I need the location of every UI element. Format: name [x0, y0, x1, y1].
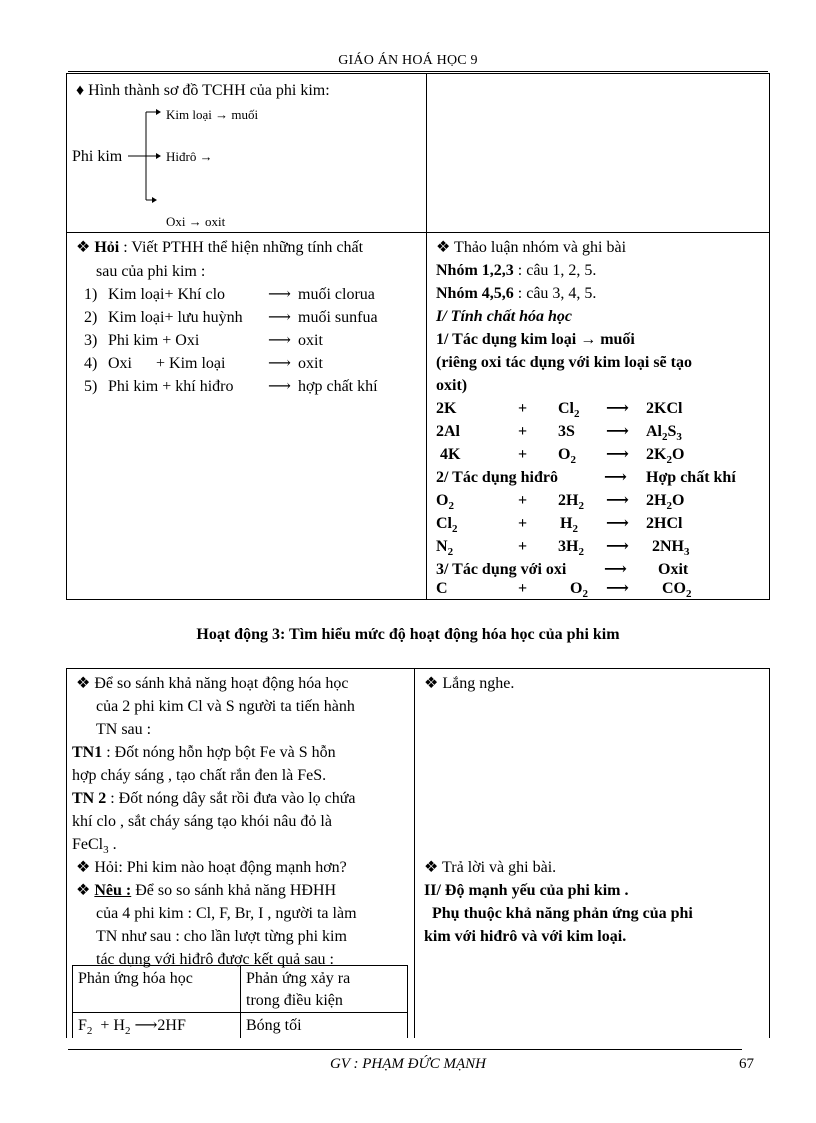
note-text-3: TN như sau : cho lần lượt từng phi kim	[96, 928, 347, 945]
arrow-icon: ⟶	[134, 1017, 158, 1034]
table-1-divider	[426, 73, 427, 600]
item-product: oxit	[298, 332, 323, 349]
tn2-text: : Đốt nóng dây sắt rồi đưa vào lọ chứa	[106, 790, 356, 807]
arrow-icon: ⟶	[268, 378, 291, 395]
tn2-text-3	[72, 834, 117, 856]
list-item	[84, 353, 323, 376]
fluorine-formula: $F_2$	[78, 1017, 93, 1037]
note-text-2: của 4 phi kim : Cl, F, Br, I , người ta làm	[96, 905, 357, 922]
sub-1-note-2: oxit)	[436, 377, 468, 394]
inner-row-condition: Bóng tối	[246, 1017, 302, 1034]
tn2-label: TN 2	[72, 790, 107, 807]
section-2-text-1: Phụ thuộc khả năng phản ứng của phi	[424, 905, 693, 922]
arrow-icon: ⟶	[268, 332, 291, 349]
equation-row: C + $O_2$ ⟶ $CO_2$	[436, 580, 692, 599]
intro-line-3: TN sau :	[96, 721, 152, 738]
reaction-list	[84, 284, 378, 399]
list-item	[84, 307, 378, 330]
inner-table-divider	[240, 965, 241, 1038]
item-number: 4)	[84, 355, 98, 372]
group-1-label: Nhóm 1,2,3	[436, 262, 514, 279]
arrow-icon: ⟶	[268, 309, 291, 326]
sub-1-note: (riêng oxi tác dụng với kim loại sẽ tạo	[436, 354, 692, 371]
note-line	[76, 880, 336, 902]
sub-1-title: 1/ Tác dụng kim loại → muối	[436, 331, 635, 348]
table-1-right-rule	[426, 232, 770, 233]
item-reactants: Kim loại+ Khí clo	[108, 286, 226, 303]
sub-3-title: 3/ Tác dụng với oxi	[436, 561, 567, 578]
arrow-icon: ⟶	[604, 469, 627, 486]
inner-table-row-rule	[72, 1012, 408, 1013]
listen-text: ❖ Lắng nghe.	[424, 675, 515, 692]
item-reactants: Kim loại+ lưu huỳnh	[108, 309, 243, 326]
group-2-line	[436, 283, 596, 305]
inner-row-product: 2HF	[157, 1017, 186, 1034]
fecl-end: .	[108, 836, 117, 853]
item-product: hợp chất khí	[298, 378, 378, 395]
inner-row-reaction	[78, 1015, 186, 1037]
equation-row: $Cl_2$ + $H_2$ ⟶ 2HCl	[436, 515, 683, 535]
section-1-title: I/ Tính chất hóa học	[436, 308, 573, 325]
table-2-divider	[414, 668, 415, 1038]
tn1-line	[72, 742, 336, 764]
equation-row: $N_2$ + $3H_2$ ⟶ $2NH_3$	[436, 538, 690, 558]
scheme-bracket	[128, 100, 168, 210]
question-line	[76, 237, 363, 259]
fecl-subscript: 3	[103, 844, 109, 856]
list-item	[84, 330, 323, 353]
note-text: Để so so sánh khả năng HĐHH	[131, 882, 337, 899]
item-reactants: Phi kim + khí hiđro	[108, 378, 234, 395]
section-2-text-2: kim với hiđrô và với kim loại.	[424, 928, 627, 945]
ask-line: ❖ Hỏi: Phi kim nào hoạt động mạnh hơn?	[76, 859, 347, 876]
sub-2-line	[436, 467, 766, 489]
star-icon: ❖	[76, 239, 95, 256]
list-item	[84, 376, 378, 399]
arrow-icon: ⟶	[268, 355, 291, 372]
scheme-branch-metal: Kim loại → muối	[166, 107, 259, 122]
item-number: 5)	[84, 378, 98, 395]
intro-line-1: ❖ Để so sánh khả năng hoạt động hóa học	[76, 675, 349, 692]
tn2-line	[72, 788, 356, 810]
scheme-title: ♦ Hình thành sơ đồ TCHH của phi kim:	[76, 82, 330, 99]
sub-2-product: Hợp chất khí	[646, 469, 736, 486]
fecl-formula: FeCl	[72, 836, 104, 853]
equation-row: 4K + $O_2$ ⟶ $2K_2O$	[440, 446, 685, 466]
question-label: Hỏi	[94, 239, 120, 256]
equation-row: 2K + $Cl_2$ ⟶ 2KCl	[436, 400, 683, 420]
item-number: 3)	[84, 332, 98, 349]
page-number: 67	[739, 1056, 754, 1072]
inner-header-reaction: Phản ứng hóa học	[78, 970, 193, 987]
item-product: oxit	[298, 355, 323, 372]
question-text-2: sau của phi kim :	[96, 263, 206, 280]
section-2-title: II/ Độ mạnh yếu của phi kim .	[424, 882, 629, 899]
intro-line-2: của 2 phi kim Cl và S người ta tiến hành	[96, 698, 355, 715]
inner-header-condition: Phản ứng xảy ra	[246, 970, 351, 987]
item-product: muối clorua	[298, 286, 375, 303]
tn1-text: : Đốt nóng hỗn hợp bột Fe và S hỗn	[102, 744, 336, 761]
group-1-line	[436, 260, 596, 282]
star-icon: ❖	[76, 882, 95, 899]
activity-3-title: Hoạt động 3: Tìm hiểu mức độ hoạt động hóa học của phi kim	[196, 626, 620, 643]
tn1-label: TN1	[72, 744, 103, 761]
group-2-text: : câu 3, 4, 5.	[513, 285, 597, 302]
footer-rule	[68, 1049, 742, 1050]
inner-header-condition-2: trong điều kiện	[246, 992, 343, 1009]
question-text: : Viết PTHH thể hiện những tính chất	[119, 239, 364, 256]
footer-teacher: GV : PHẠM ĐỨC MẠNH	[330, 1056, 487, 1072]
sub-2-title: 2/ Tác dụng hiđrô	[436, 469, 558, 486]
note-text-4: tác dụng với hiđrô được kết quả sau :	[96, 951, 334, 968]
item-reactants: Oxi + Kim loại	[108, 355, 226, 372]
equation-row: 2Al + 3S ⟶ $Al_2S_3$	[436, 423, 682, 443]
item-reactants: Phi kim + Oxi	[108, 332, 200, 349]
scheme-branch-hydrogen: Hiđrô →	[166, 149, 213, 164]
scheme-root: Phi kim	[72, 148, 123, 165]
inner-row-plus: + H	[100, 1017, 125, 1034]
group-1-text: : câu 1, 2, 5.	[513, 262, 597, 279]
page-header: GIÁO ÁN HOÁ HỌC 9	[338, 53, 478, 68]
item-product: muối sunfua	[298, 309, 378, 326]
group-2-label: Nhóm 4,5,6	[436, 285, 514, 302]
table-1-left-rule	[66, 232, 426, 233]
equation-row: $O_2$ + $2H_2$ ⟶ $2H_2O$	[436, 492, 685, 512]
tn1-text-2: hợp cháy sáng , tạo chất rắn đen là FeS.	[72, 767, 327, 784]
sub-3-product: Oxit	[658, 561, 689, 578]
h2-subscript: 2	[124, 1025, 131, 1037]
note-label: Nêu :	[94, 882, 132, 899]
list-item	[84, 284, 375, 307]
item-number: 1)	[84, 286, 98, 303]
arrow-icon: ⟶	[268, 286, 291, 303]
discuss-text: ❖ Thảo luận nhóm và ghi bài	[436, 239, 627, 256]
answer-text: ❖ Trả lời và ghi bài.	[424, 859, 557, 876]
header-rule	[68, 71, 768, 72]
arrow-icon: ⟶	[604, 561, 627, 578]
item-number: 2)	[84, 309, 98, 326]
tn2-text-2: khí clo , sắt cháy sáng tạo khói nâu đỏ là	[72, 813, 332, 830]
scheme-branch-oxygen: Oxi → oxit	[166, 214, 226, 229]
